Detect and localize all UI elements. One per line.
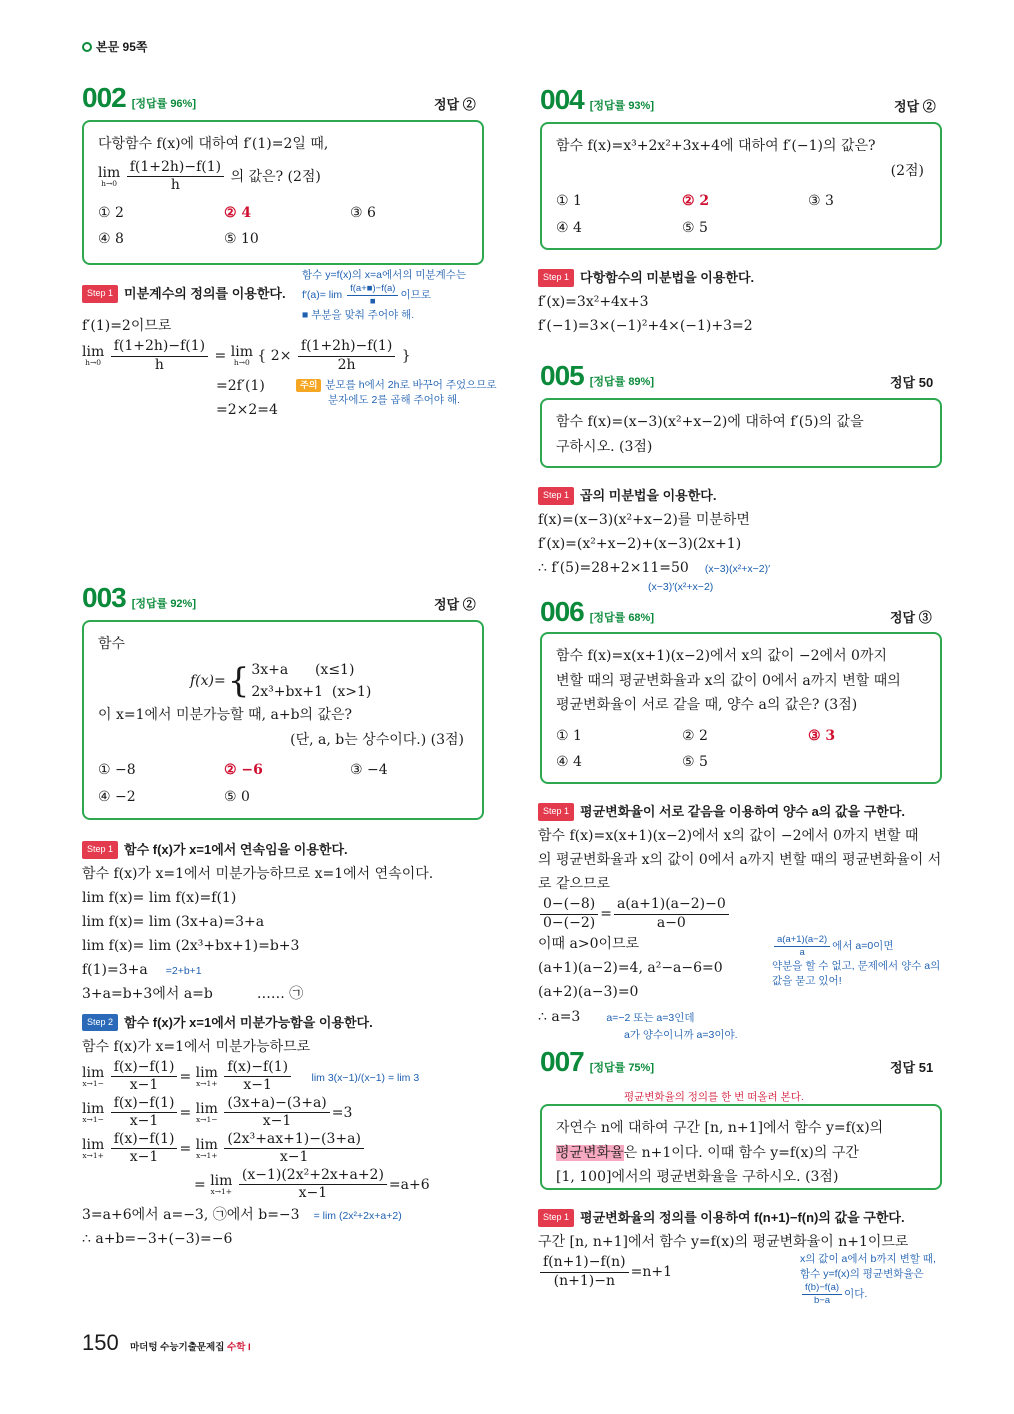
choice-3[interactable]: ③ −4 [350, 762, 388, 779]
problem-006-answer: 정답 ③ [890, 610, 932, 625]
problem-005-note: (x−3)′(x²+x−2) [648, 581, 714, 593]
problem-005-answer: 정답 50 [890, 375, 934, 390]
choice-4[interactable]: ④ 4 [556, 754, 582, 770]
choice-4[interactable]: ④ 4 [556, 219, 582, 236]
choice-2[interactable]: ② 2 [682, 727, 708, 744]
problem-004-choices [556, 189, 926, 240]
problem-002-box: 다항함수 f(x)에 대하여 f′(1)=2일 때, lim h→0 $\frac{f(1+2h)-f(1)}{h}$ 의 값은? (2점) ① 2 ② 4 ③ 6 ④ 8 ⑤ 10 [82, 120, 484, 265]
problem-002-note-caution: 주의 분모를 h에서 2h로 바꾸어 주었으므로 분자에도 2를 곱해 주어야 해. [296, 378, 506, 408]
problem-007-note: x의 값이 a에서 b까지 변할 때, 함수 y=f(x)의 평균변화율은 $\frac{f(b)-f(a)}{b-a}$ 이다. [800, 1253, 936, 1307]
problem-003-box: 함수 f(x)= { 3x+a (x≤1) 2x³+bx+1 (x>1) 이 x=1에서 미분가능할 때, a+b의 값은? (단, a, b는 상수이다.) (3점) ① −8 ② −6 ③ −4 ④ −2 ⑤ 0 [82, 620, 484, 820]
circle-icon [82, 42, 92, 52]
choice-3[interactable]: ③ 3 [808, 727, 836, 744]
problem-003-answer: 정답 ② [434, 597, 476, 612]
choice-5[interactable]: ⑤ 5 [682, 219, 708, 236]
problem-007-solution: Step 1 평균변화율의 정의를 이용하여 f(n+1)−f(n)의 값을 구한다. 구간 [n, n+1]에서 함수 y=f(x)의 평균변화율이 n+1이므로 $\frac{f(n+1)-f(n)}{(n+1)-n}$ =n+1 [538, 1210, 909, 1289]
problem-004-answer: 정답 ② [894, 99, 936, 114]
problem-005-heading: 005 [정답률 89%] [540, 360, 654, 391]
problem-003-choices [98, 758, 468, 809]
problem-007-answer: 정답 51 [890, 1060, 934, 1075]
problem-004-box: 함수 f(x)=x³+2x²+3x+4에 대하여 f′(−1)의 값은? (2점) ① 1 ② 2 ③ 3 ④ 4 ⑤ 5 [540, 122, 942, 250]
book-title: 마더텅 수능기출문제집 수학 I [130, 1342, 251, 1353]
problem-007-heading: 007 [정답률 75%] [540, 1046, 654, 1077]
problem-002-heading: 002 [정답률 96%] [82, 82, 196, 113]
page-reference: 본문 95쪽 [82, 38, 147, 55]
problem-004-solution: Step 1 다항함수의 미분법을 이용한다. f′(x)=3x²+4x+3 f′(−1)=3×(−1)²+4×(−1)+3=2 [538, 270, 755, 335]
problem-006-choices [556, 724, 926, 775]
choice-5[interactable]: ⑤ 0 [224, 788, 250, 805]
problem-006-solution: Step 1 평균변화율이 서로 같음을 이용하여 양수 a의 값을 구한다. 함수 f(x)=x(x+1)(x−2)에서 x의 값이 −2에서 0까지 변할 때 의 평균변화율과 x의 값이 0에서 a까지 변할 때의 평균변화율이 서 로 같으므로 $\frac{0-(-8)}{0-(-2)}$ = $\frac{a(a+1)(a-2)-0}{a-0}$ 이때 a>0이므로 (a+1)(a−2)=4, a²−a−6=0 (a+2)(a−3)=0 ∴ a=3 a=−2 또는 a=3인데 [538, 804, 942, 1025]
problem-002-note-definition: 함수 y=f(x)의 x=a에서의 미분계수는 f′(a)= lim $\frac{f(a+■)-f(a)}{■}$ 이므로 ■ 부분을 맞춰 주어야 해. [302, 269, 467, 321]
choice-4[interactable]: ④ 8 [98, 231, 124, 247]
choice-2[interactable]: ② 4 [224, 204, 252, 221]
problem-006-heading: 006 [정답률 68%] [540, 596, 654, 627]
choice-4[interactable]: ④ −2 [98, 788, 136, 805]
problem-002-choices [98, 201, 468, 252]
problem-005-box: 함수 f(x)=(x−3)(x²+x−2)에 대하여 f′(5)의 값을 구하시오. (3점) [540, 398, 942, 468]
problem-003-heading: 003 [정답률 92%] [82, 582, 196, 613]
choice-2[interactable]: ② 2 [682, 193, 710, 209]
choice-1[interactable]: ① 2 [98, 204, 124, 221]
problem-006-note-cancel: $\frac{a(a+1)(a-2)}{a}$ 에서 a=0이면 약분을 할 수 없고, 문제에서 양수 a의 값을 묻고 있어! [772, 934, 941, 987]
problem-004-heading: 004 [정답률 93%] [540, 84, 654, 115]
highlighted-term: 평균변화율 [556, 1144, 624, 1161]
choice-5[interactable]: ⑤ 10 [224, 231, 259, 247]
caution-badge: 주의 [296, 379, 321, 392]
problem-006-box: 함수 f(x)=x(x+1)(x−2)에서 x의 값이 −2에서 0까지 변할 때의 평균변화율과 x의 값이 0에서 a까지 변할 때의 평균변화율이 서로 같을 때, 양수 a의 값은? (3점) ① 1 ② 2 ③ 3 ④ 4 ⑤ 5 [540, 632, 942, 784]
problem-002-answer: 정답 ② [434, 97, 476, 112]
problem-007-box: 자연수 n에 대하여 구간 [n, n+1]에서 함수 y=f(x)의 평균변화율은 n+1이다. 이때 함수 y=f(x)의 구간 [1, 100]에서의 평균변화율을 구하시오. (3점) [540, 1104, 942, 1190]
choice-1[interactable]: ① 1 [556, 727, 582, 744]
choice-3[interactable]: ③ 6 [350, 204, 376, 221]
choice-2[interactable]: ② −6 [224, 762, 263, 779]
problem-005-solution: Step 1 곱의 미분법을 이용한다. f(x)=(x−3)(x²+x−2)를 미분하면 f′(x)=(x²+x−2)+(x−3)(2x+1) ∴ f′(5)=28+2×11=50 (x−3)(x²+x−2)′ [538, 488, 771, 577]
choice-1[interactable]: ① −8 [98, 762, 136, 779]
problem-006-note-positive: a가 양수이니까 a=3이야. [624, 1029, 738, 1041]
choice-3[interactable]: ③ 3 [808, 193, 834, 209]
problem-007-hint: 평균변화율의 정의를 한 번 떠올려 본다. [624, 1091, 804, 1103]
problem-003-solution: Step 1 함수 f(x)가 x=1에서 연속임을 이용한다. 함수 f(x)가 x=1에서 미분가능하므로 x=1에서 연속이다. lim f(x)= lim f(x)=f(1) lim f(x)= lim (3x+a)=3+a lim f(x)= lim (2x³+bx+1)=b+3 f(1)=3+a =2+b+1 3+a=b+3에서 a=b …… ㉠ Step 2 함수 f(x)가 x=1에서 미분가능함을 이용한다. 함수 f(x)가 x=1에서 미분가능하므로 lim x→1− $\frac{f(x)-f(1)}{x-1}$ = lim x→1+ $\frac{f(x)-f(1)}{x-1}$ lim 3(x−1)/(x−1) = lim 3 lim x→1− $\frac{f(x)-f(1)}{x-1}$ = lim x→1− $\frac{(3x+a)-(3+a)}{x-1}$ =3 lim x→1+ $\frac{f(x)-f(1)}{x-1}$ = lim x→1+ $\frac{\text{(2x³+ax+1)−(3+a)}}{x-1}$ = lim x→1+ $\frac{\text{(x−1)(2x²+2x+a+2)}}{x-1}$ =a+6 3=a+6에서 a=−3, ㉠에서 b=−3 = lim (2x²+2x+a+2) ∴ a+b=−3+(−3)=−6 [82, 842, 434, 1247]
problem-002-solution: Step 1 미분계수의 정의를 이용한다. f′(1)=2이므로 lim h→0 $\frac{f(1+2h)-f(1)}{h}$ = lim h→0 { 2× $\frac{f(1+2h)-f(1)}{2h}$ } =2f′(1) =2×2=4 [82, 286, 411, 419]
choice-1[interactable]: ① 1 [556, 193, 582, 209]
page-number: 150 [82, 1330, 119, 1355]
choice-5[interactable]: ⑤ 5 [682, 754, 708, 770]
